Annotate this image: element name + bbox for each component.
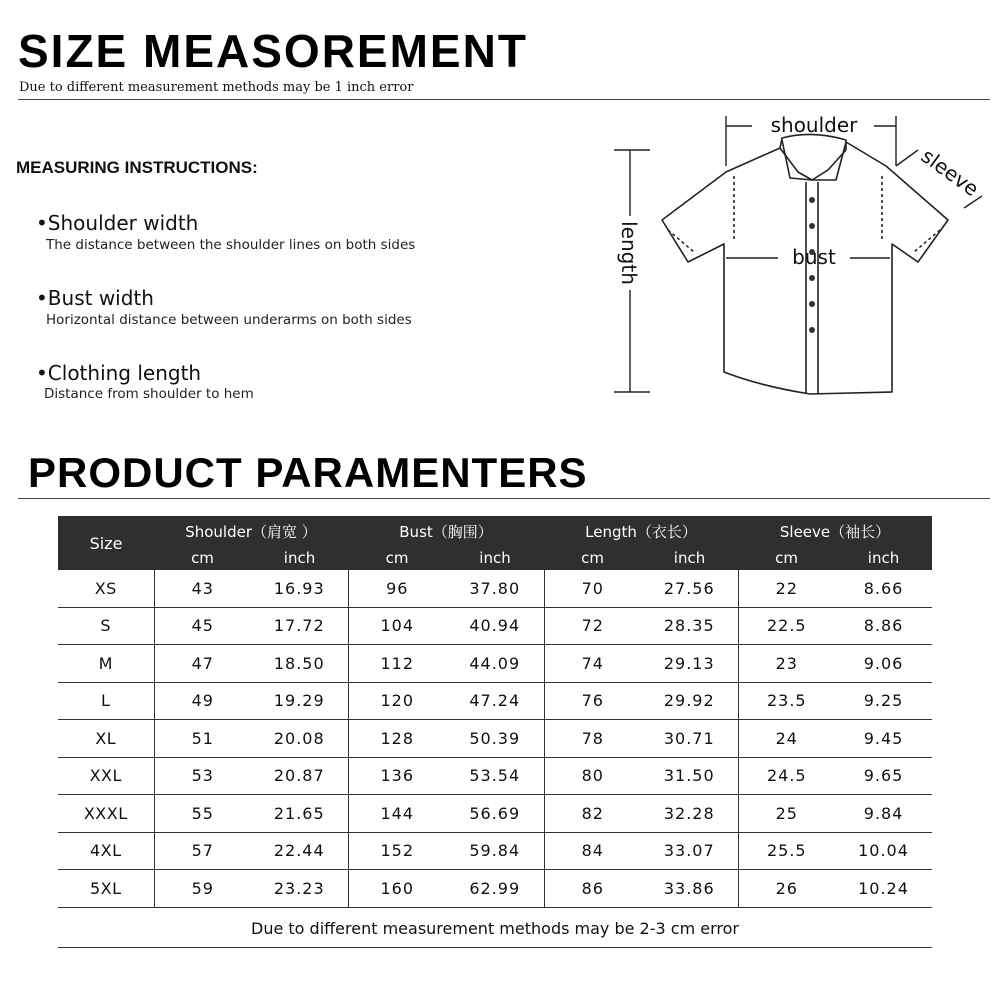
sleeve-label: sleeve — [916, 143, 984, 202]
table-row — [58, 682, 932, 720]
page-subtitle: Due to different measurement methods may be 1 inch error — [19, 80, 414, 95]
measurement-cell: 62.99 — [446, 870, 544, 908]
measurement-cell: 20.08 — [251, 720, 348, 758]
measurement-cell: 9.65 — [835, 757, 932, 795]
bust-column-header: Bust（胸围） — [348, 516, 544, 546]
table-row — [58, 645, 932, 683]
measurement-cell: 160 — [348, 870, 446, 908]
unit-header: cm — [544, 546, 641, 570]
measurement-cell: 44.09 — [446, 645, 544, 683]
measurement-cell: 9.25 — [835, 682, 932, 720]
table-row — [58, 570, 932, 607]
measurement-cell: 9.06 — [835, 645, 932, 683]
measurement-cell: 104 — [348, 607, 446, 645]
measurement-cell: 59 — [154, 870, 251, 908]
measurement-cell: 22 — [738, 570, 835, 607]
measurement-cell: 152 — [348, 832, 446, 870]
unit-header: inch — [446, 546, 544, 570]
measurement-cell: 22.44 — [251, 832, 348, 870]
table-row — [58, 720, 932, 758]
size-cell: L — [58, 682, 154, 720]
measurement-cell: 29.13 — [641, 645, 738, 683]
length-column-header: Length（衣长） — [544, 516, 738, 546]
measurement-cell: 120 — [348, 682, 446, 720]
measurement-cell: 24 — [738, 720, 835, 758]
measurement-cell: 23.23 — [251, 870, 348, 908]
section-divider — [18, 498, 990, 499]
size-column-header: Size — [58, 516, 154, 570]
measurement-cell: 40.94 — [446, 607, 544, 645]
table-footnote: Due to different measurement methods may be 2-3 cm error — [58, 911, 932, 948]
table-header-row — [58, 516, 932, 546]
measurement-cell: 27.56 — [641, 570, 738, 607]
measurement-cell: 28.35 — [641, 607, 738, 645]
measurement-cell: 74 — [544, 645, 641, 683]
measurement-cell: 22.5 — [738, 607, 835, 645]
measurement-cell: 8.66 — [835, 570, 932, 607]
table-row — [58, 795, 932, 833]
measurement-cell: 82 — [544, 795, 641, 833]
unit-header: cm — [738, 546, 835, 570]
measurement-cell: 30.71 — [641, 720, 738, 758]
header-divider — [18, 99, 990, 100]
measurement-cell: 21.65 — [251, 795, 348, 833]
shoulder-column-header: Shoulder（肩宽 ） — [154, 516, 348, 546]
measurement-cell: 76 — [544, 682, 641, 720]
measurement-cell: 136 — [348, 757, 446, 795]
measurement-cell: 24.5 — [738, 757, 835, 795]
measurement-cell: 112 — [348, 645, 446, 683]
size-cell: S — [58, 607, 154, 645]
measurement-cell: 43 — [154, 570, 251, 607]
measurement-cell: 9.45 — [835, 720, 932, 758]
measurement-cell: 23.5 — [738, 682, 835, 720]
shoulder-width-title: •Shoulder width — [36, 211, 199, 235]
table-row — [58, 607, 932, 645]
measurement-cell: 70 — [544, 570, 641, 607]
measurement-cell: 26 — [738, 870, 835, 908]
unit-header: inch — [251, 546, 348, 570]
size-cell: XXXL — [58, 795, 154, 833]
measurement-cell: 23 — [738, 645, 835, 683]
shoulder-label: shoulder — [770, 113, 858, 137]
clothing-length-desc: Distance from shoulder to hem — [44, 386, 254, 402]
section-title: PRODUCT PARAMENTERS — [28, 449, 588, 496]
measurement-cell: 25.5 — [738, 832, 835, 870]
measurement-cell: 72 — [544, 607, 641, 645]
measurement-cell: 16.93 — [251, 570, 348, 607]
unit-header: inch — [641, 546, 738, 570]
size-cell: XXL — [58, 757, 154, 795]
measurement-cell: 128 — [348, 720, 446, 758]
bust-width-title: •Bust width — [36, 286, 154, 310]
bust-label: bust — [792, 245, 836, 269]
size-cell: 4XL — [58, 832, 154, 870]
unit-header: cm — [348, 546, 446, 570]
measurement-cell: 57 — [154, 832, 251, 870]
measurement-cell: 53.54 — [446, 757, 544, 795]
measurement-cell: 47 — [154, 645, 251, 683]
measurement-cell: 78 — [544, 720, 641, 758]
measurement-cell: 33.07 — [641, 832, 738, 870]
measurement-cell: 17.72 — [251, 607, 348, 645]
table-row — [58, 757, 932, 795]
size-cell: 5XL — [58, 870, 154, 908]
measurement-cell: 25 — [738, 795, 835, 833]
measurement-cell: 8.86 — [835, 607, 932, 645]
measurement-cell: 20.87 — [251, 757, 348, 795]
measurement-cell: 84 — [544, 832, 641, 870]
shoulder-width-desc: The distance between the shoulder lines on both sides — [46, 237, 416, 253]
length-label: length — [617, 221, 641, 285]
measurement-cell: 53 — [154, 757, 251, 795]
instructions-heading: MEASURING INSTRUCTIONS: — [16, 158, 258, 177]
measurement-cell: 144 — [348, 795, 446, 833]
measurement-cell: 10.04 — [835, 832, 932, 870]
page-title: SIZE MEASOREMENT — [18, 25, 528, 77]
bust-width-desc: Horizontal distance between underarms on both sides — [46, 312, 412, 328]
measurement-cell: 31.50 — [641, 757, 738, 795]
measurement-cell: 47.24 — [446, 682, 544, 720]
shirt-measurement-diagram — [600, 108, 1000, 408]
table-row — [58, 870, 932, 908]
unit-header: inch — [835, 546, 932, 570]
measurement-cell: 29.92 — [641, 682, 738, 720]
measurement-cell: 45 — [154, 607, 251, 645]
measurement-cell: 96 — [348, 570, 446, 607]
measurement-cell: 55 — [154, 795, 251, 833]
size-cell: XS — [58, 570, 154, 607]
table-row — [58, 832, 932, 870]
measurement-cell: 49 — [154, 682, 251, 720]
measurement-cell: 19.29 — [251, 682, 348, 720]
table-unit-row — [58, 546, 932, 570]
size-table — [58, 516, 932, 908]
measurement-cell: 9.84 — [835, 795, 932, 833]
measurement-cell: 59.84 — [446, 832, 544, 870]
unit-header: cm — [154, 546, 251, 570]
measurement-cell: 86 — [544, 870, 641, 908]
measurement-cell: 33.86 — [641, 870, 738, 908]
measurement-cell: 18.50 — [251, 645, 348, 683]
clothing-length-title: •Clothing length — [36, 361, 202, 385]
measurement-cell: 37.80 — [446, 570, 544, 607]
measurement-cell: 80 — [544, 757, 641, 795]
measurement-cell: 56.69 — [446, 795, 544, 833]
measurement-cell: 51 — [154, 720, 251, 758]
size-cell: M — [58, 645, 154, 683]
measurement-cell: 10.24 — [835, 870, 932, 908]
size-cell: XL — [58, 720, 154, 758]
measurement-cell: 32.28 — [641, 795, 738, 833]
sleeve-column-header: Sleeve（袖长） — [738, 516, 932, 546]
table-body — [58, 570, 932, 907]
measurement-cell: 50.39 — [446, 720, 544, 758]
